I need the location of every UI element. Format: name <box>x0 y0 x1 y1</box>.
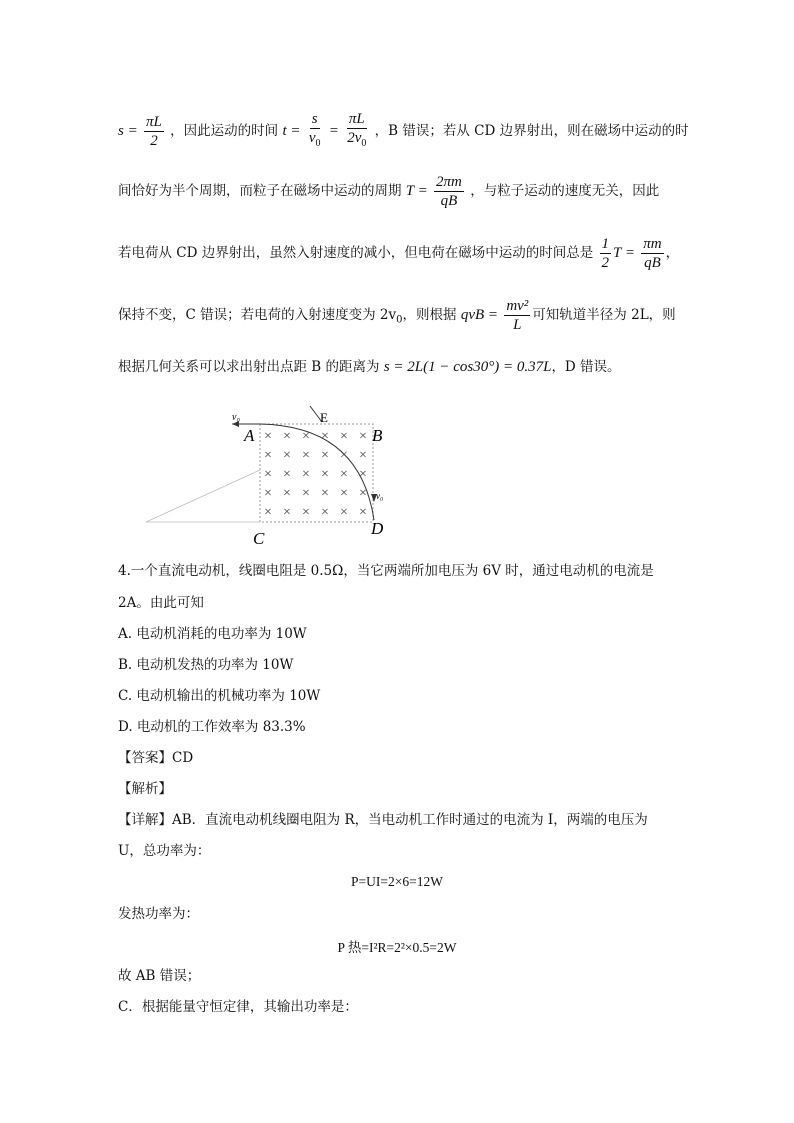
field-cross: × <box>359 448 367 463</box>
field-boundary <box>260 424 373 522</box>
field-cross: × <box>359 486 367 501</box>
field-cross: × <box>264 467 272 482</box>
field-cross: × <box>359 429 367 444</box>
field-cross: × <box>283 448 291 463</box>
field-cross: × <box>264 429 272 444</box>
label-C: C <box>253 529 265 548</box>
field-cross: × <box>321 448 329 463</box>
text-line-5: 根据几何关系可以求出射出点距 B 的距离为 s = 2L(1 − cos30°) = 0.37L，D 错误。 <box>118 359 621 375</box>
answer-label: 【答案】CD <box>118 750 194 766</box>
detail-line-2: U，总功率为： <box>118 843 211 859</box>
field-cross: × <box>302 505 310 520</box>
field-cross: × <box>264 486 272 501</box>
fraction-t2: $\frac{\pi L}{2v_0}$ <box>347 111 367 149</box>
q4-option-b: B. 电动机发热的功率为 10W <box>118 657 294 673</box>
q4-stem-line-2: 2A。由此可知 <box>118 595 204 611</box>
field-cross: × <box>321 467 329 482</box>
fraction-force: $\frac{\text{mv²}}{L}$ <box>506 298 529 333</box>
field-cross: × <box>340 505 348 520</box>
fraction-pm: $\frac{\pi m}{qB}$ <box>643 236 662 271</box>
field-cross: × <box>302 429 310 444</box>
field-cross: × <box>321 429 329 444</box>
field-cross: × <box>283 467 291 482</box>
equation-total-power: P=UI=2×6=12W <box>351 874 443 889</box>
field-cross: × <box>340 486 348 501</box>
trajectory-arc <box>260 424 374 520</box>
text-line-1: s = $\frac{\pi L}{2}$ ，因此运动的时间 t = $\frac{s}{v_0}$ = $\frac{\pi L}{2v_0}$ ，B 错误；若从 CD 边界射出，则在磁场中运动的时 <box>118 110 689 153</box>
field-cross: × <box>321 486 329 501</box>
q4-stem-line-1: 4.一个直流电动机，线圈电阻是 0.5Ω，当它两端所加电压为 6V 时，通过电动机的电流是 <box>118 563 654 579</box>
field-cross: × <box>302 486 310 501</box>
label-D: D <box>371 519 384 538</box>
field-cross: × <box>340 467 348 482</box>
field-cross: × <box>359 467 367 482</box>
field-cross: × <box>359 505 367 520</box>
field-cross: × <box>283 429 291 444</box>
text-line-2: 间恰好为半个周期，而粒子在磁场中运动的周期 T = $\frac{2\pi m}{qB}$ ，与粒子运动的速度无关，因此 <box>118 174 660 209</box>
field-cross: × <box>283 486 291 501</box>
field-cross: × <box>302 448 310 463</box>
heat-power-label: 发热功率为： <box>118 906 199 922</box>
field-cross: × <box>302 467 310 482</box>
label-A: A <box>244 426 255 445</box>
field-cross: × <box>283 505 291 520</box>
label-B: B <box>372 426 383 445</box>
analysis-label: 【解析】 <box>118 781 172 797</box>
q4-option-a: A. 电动机消耗的电功率为 10W <box>118 626 307 642</box>
c-analysis-line: C．根据能量守恒定律，其输出功率是： <box>118 999 358 1015</box>
fraction-period: $\frac{2\pi m}{qB}$ <box>436 174 462 209</box>
field-cross: × <box>340 429 348 444</box>
fraction-half: $\frac{1}{2}$ <box>601 236 610 271</box>
field-cross: × <box>264 505 272 520</box>
field-cross: × <box>340 448 348 463</box>
geometry-line-diagonal <box>146 470 260 522</box>
label-E: E <box>320 410 328 425</box>
detail-line-1: 【详解】AB．直流电动机线圈电阻为 R，当电动机工作时通过的电流为 I，两端的电压为 <box>118 812 648 828</box>
label-v0-side: v₀ <box>376 491 384 501</box>
cross-grid <box>264 429 367 520</box>
text-line-3: 若电荷从 CD 边界射出，虽然入射速度的减小，但电荷在磁场中运动的时间总是 $\frac{1}{2}$ T = $\frac{\pi m}{qB}$ ， <box>118 236 680 271</box>
q4-option-c: C. 电动机输出的机械功率为 10W <box>118 688 321 704</box>
fraction-t: $\frac{s}{v_0}$ <box>308 111 321 149</box>
equation-heat-power: P 热=I²R=2²×0.5=2W <box>337 940 457 955</box>
magnetic-field-figure <box>140 400 400 550</box>
field-cross: × <box>321 505 329 520</box>
q4-option-d: D. 电动机的工作效率为 83.3% <box>118 719 306 735</box>
fraction-s: $\frac{\pi L}{2}$ <box>146 114 162 149</box>
label-v0-top: v₀ <box>232 412 240 423</box>
text-line-4: 保持不变，C 错误；若电荷的入射速度变为 $2v_0$，则根据 qvB = $\frac{\text{mv²}}{L}$ 可知轨道半径为 2L，则 <box>118 298 676 333</box>
field-cross: × <box>264 448 272 463</box>
ab-wrong-line: 故 AB 错误； <box>118 968 201 984</box>
